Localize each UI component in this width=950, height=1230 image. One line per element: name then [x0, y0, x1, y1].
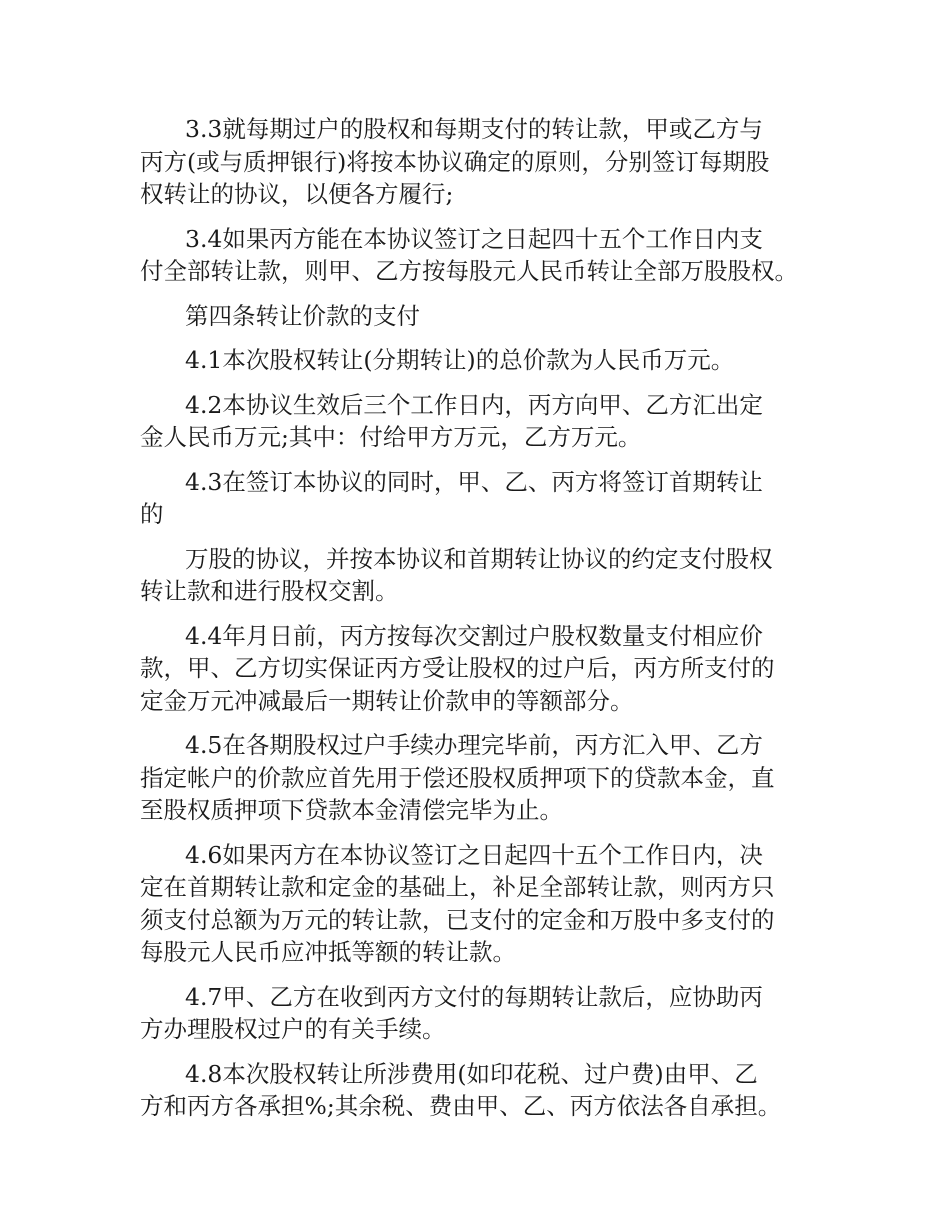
clause-4-5: 4.5在各期股权过户手续办理完毕前，丙方汇入甲、乙方 指定帐户的价款应首先用于偿还股权质押项下的贷款本金，直 至股权质押项下贷款本金清偿完毕为止。: [140, 731, 775, 824]
clause-4-3: 4.3在签订本协议的同时，甲、乙、丙方将签订首期转让 的: [140, 467, 763, 528]
clause-4-7: 4.7甲、乙方在收到丙方文付的每期转让款后，应协助丙 方办理股权过户的有关手续。: [140, 982, 763, 1043]
clause-3-4: 3.4如果丙方能在本协议签订之日起四十五个工作日内支 付全部转让款，则甲、乙方按每股元人民币转让全部万股股权。: [140, 224, 798, 285]
clause-4-8: 4.8本次股权转让所涉费用(如印花税、过户费)由甲、乙 方和丙方各承担%;其余税、费由甲、乙、丙方依法各自承担。: [140, 1059, 782, 1120]
clause-4-1: 4.1本次股权转让(分期转让)的总价款为人民币万元。: [185, 346, 735, 374]
clause-4-2: 4.2本协议生效后三个工作日内，丙方向甲、乙方汇出定 金人民币万元;其中：付给甲方万元，乙方万元。: [140, 390, 763, 451]
clause-3-3: 3.3就每期过户的股权和每期支付的转让款，甲或乙方与 丙方(或与质押银行)将按本协议确定的原则，分别签订每期股 权转让的协议，以便各方履行;: [140, 115, 770, 208]
clause-4-4: 4.4年月日前，丙方按每次交割过户股权数量支付相应价 款，甲、乙方切实保证丙方受让股权的过户后，丙方所支付的 定金万元冲减最后一期转让价款申的等额部分。: [140, 621, 775, 715]
clause-4-3-continued: 万股的协议，并按本协议和首期转让协议的约定支付股权 转让款和进行股权交割。: [140, 544, 773, 605]
article-4-heading: 第四条转让价款的支付: [185, 301, 420, 330]
clause-4-6: 4.6如果丙方在本协议签订之日起四十五个工作日内，决 定在首期转让款和定金的基础上，补足全部转让款，则丙方只 须支付总额为万元的转让款，已支付的定金和万股中多支付的 每股元人民币应冲抵等额的转让款。: [140, 840, 775, 966]
document-body: [140, 113, 820, 1135]
